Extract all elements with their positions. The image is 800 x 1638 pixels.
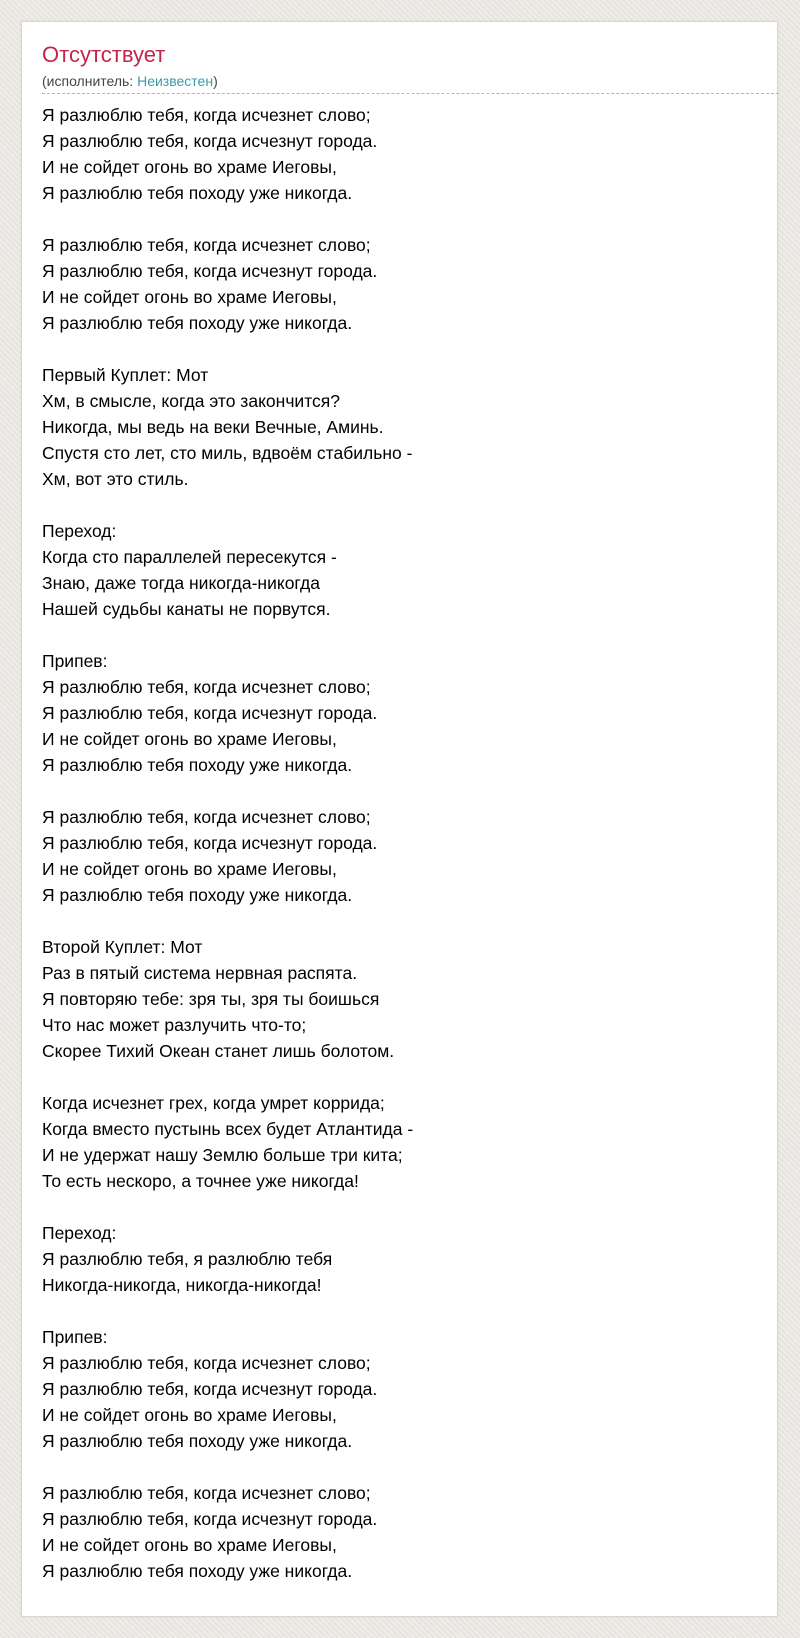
lyric-line: И не сойдет огонь во храме Иеговы,: [42, 729, 337, 749]
lyric-line: Первый Куплет: Мот: [42, 365, 209, 385]
lyric-line: И не сойдет огонь во храме Иеговы,: [42, 1405, 337, 1425]
lyric-line: Когда исчезнет грех, когда умрет коррида;: [42, 1093, 385, 1113]
lyric-line: Хм, вот это стиль.: [42, 469, 189, 489]
lyric-line: Я разлюблю тебя, когда исчезнут города.: [42, 1509, 378, 1529]
lyric-line: Никогда, мы ведь на веки Вечные, Аминь.: [42, 417, 384, 437]
lyric-line: Я разлюблю тебя, когда исчезнет слово;: [42, 1353, 371, 1373]
lyrics-text: [42, 102, 757, 1584]
lyric-line: Припев:: [42, 651, 108, 671]
lyrics-card: [21, 21, 778, 1617]
artist-prefix: (исполнитель:: [42, 73, 138, 89]
lyric-line: Я разлюблю тебя походу уже никогда.: [42, 183, 353, 203]
lyric-line: И не сойдет огонь во храме Иеговы,: [42, 1535, 337, 1555]
stanza-break: [42, 1064, 757, 1090]
stanza-break: [42, 206, 757, 232]
lyric-line: Я разлюблю тебя, когда исчезнет слово;: [42, 235, 371, 255]
lyric-line: Когда вместо пустынь всех будет Атлантида -: [42, 1119, 414, 1139]
lyric-line: Хм, в смысле, когда это закончится?: [42, 391, 340, 411]
lyric-line: Раз в пятый система нервная распята.: [42, 963, 358, 983]
lyric-line: Переход:: [42, 1223, 117, 1243]
artist-link[interactable]: Неизвестен: [137, 73, 214, 89]
lyric-line: И не сойдет огонь во храме Иеговы,: [42, 859, 337, 879]
lyric-line: Я разлюблю тебя, когда исчезнет слово;: [42, 1483, 371, 1503]
stanza-break: [42, 1298, 757, 1324]
lyric-line: Я разлюблю тебя, когда исчезнет слово;: [42, 807, 371, 827]
lyric-line: Я разлюблю тебя, я разлюблю тебя: [42, 1249, 333, 1269]
lyric-line: Я разлюблю тебя походу уже никогда.: [42, 313, 353, 333]
stanza-break: [42, 908, 757, 934]
lyric-line: Я разлюблю тебя походу уже никогда.: [42, 885, 353, 905]
lyric-line: Что нас может разлучить что-то;: [42, 1015, 307, 1035]
lyric-line: Я разлюблю тебя, когда исчезнут города.: [42, 131, 378, 151]
lyric-line: Я разлюблю тебя, когда исчезнут города.: [42, 833, 378, 853]
lyric-line: Я разлюблю тебя походу уже никогда.: [42, 1431, 353, 1451]
stanza-break: [42, 336, 757, 362]
lyric-line: Переход:: [42, 521, 117, 541]
song-title: Отсутствует: [42, 42, 166, 67]
artist-suffix: ): [213, 73, 218, 89]
lyric-line: Знаю, даже тогда никогда-никогда: [42, 573, 320, 593]
lyric-line: Припев:: [42, 1327, 108, 1347]
lyric-line: Я разлюблю тебя, когда исчезнут города.: [42, 261, 378, 281]
lyric-line: И не удержат нашу Землю больше три кита;: [42, 1145, 403, 1165]
lyric-line: Я повторяю тебе: зря ты, зря ты боишься: [42, 989, 380, 1009]
stanza-break: [42, 1194, 757, 1220]
lyric-line: Нашей судьбы канаты не порвутся.: [42, 599, 331, 619]
lyric-line: Я разлюблю тебя походу уже никогда.: [42, 755, 353, 775]
lyric-line: И не сойдет огонь во храме Иеговы,: [42, 287, 337, 307]
lyric-line: Скорее Тихий Океан станет лишь болотом.: [42, 1041, 395, 1061]
stanza-break: [42, 492, 757, 518]
lyric-line: Я разлюблю тебя, когда исчезнут города.: [42, 703, 378, 723]
lyric-line: Я разлюблю тебя, когда исчезнет слово;: [42, 677, 371, 697]
header-divider: [42, 93, 779, 94]
artist-line: [42, 72, 218, 90]
lyric-line: Спустя сто лет, сто миль, вдвоём стабильно -: [42, 443, 413, 463]
lyric-line: И не сойдет огонь во храме Иеговы,: [42, 157, 337, 177]
lyric-line: То есть нескоро, а точнее уже никогда!: [42, 1171, 359, 1191]
lyric-line: Второй Куплет: Мот: [42, 937, 203, 957]
lyric-line: Я разлюблю тебя, когда исчезнут города.: [42, 1379, 378, 1399]
lyric-line: Никогда-никогда, никогда-никогда!: [42, 1275, 322, 1295]
stanza-break: [42, 1454, 757, 1480]
lyric-line: Я разлюблю тебя походу уже никогда.: [42, 1561, 353, 1581]
stanza-break: [42, 622, 757, 648]
stanza-break: [42, 778, 757, 804]
lyric-line: Я разлюблю тебя, когда исчезнет слово;: [42, 105, 371, 125]
lyric-line: Когда сто параллелей пересекутся -: [42, 547, 337, 567]
